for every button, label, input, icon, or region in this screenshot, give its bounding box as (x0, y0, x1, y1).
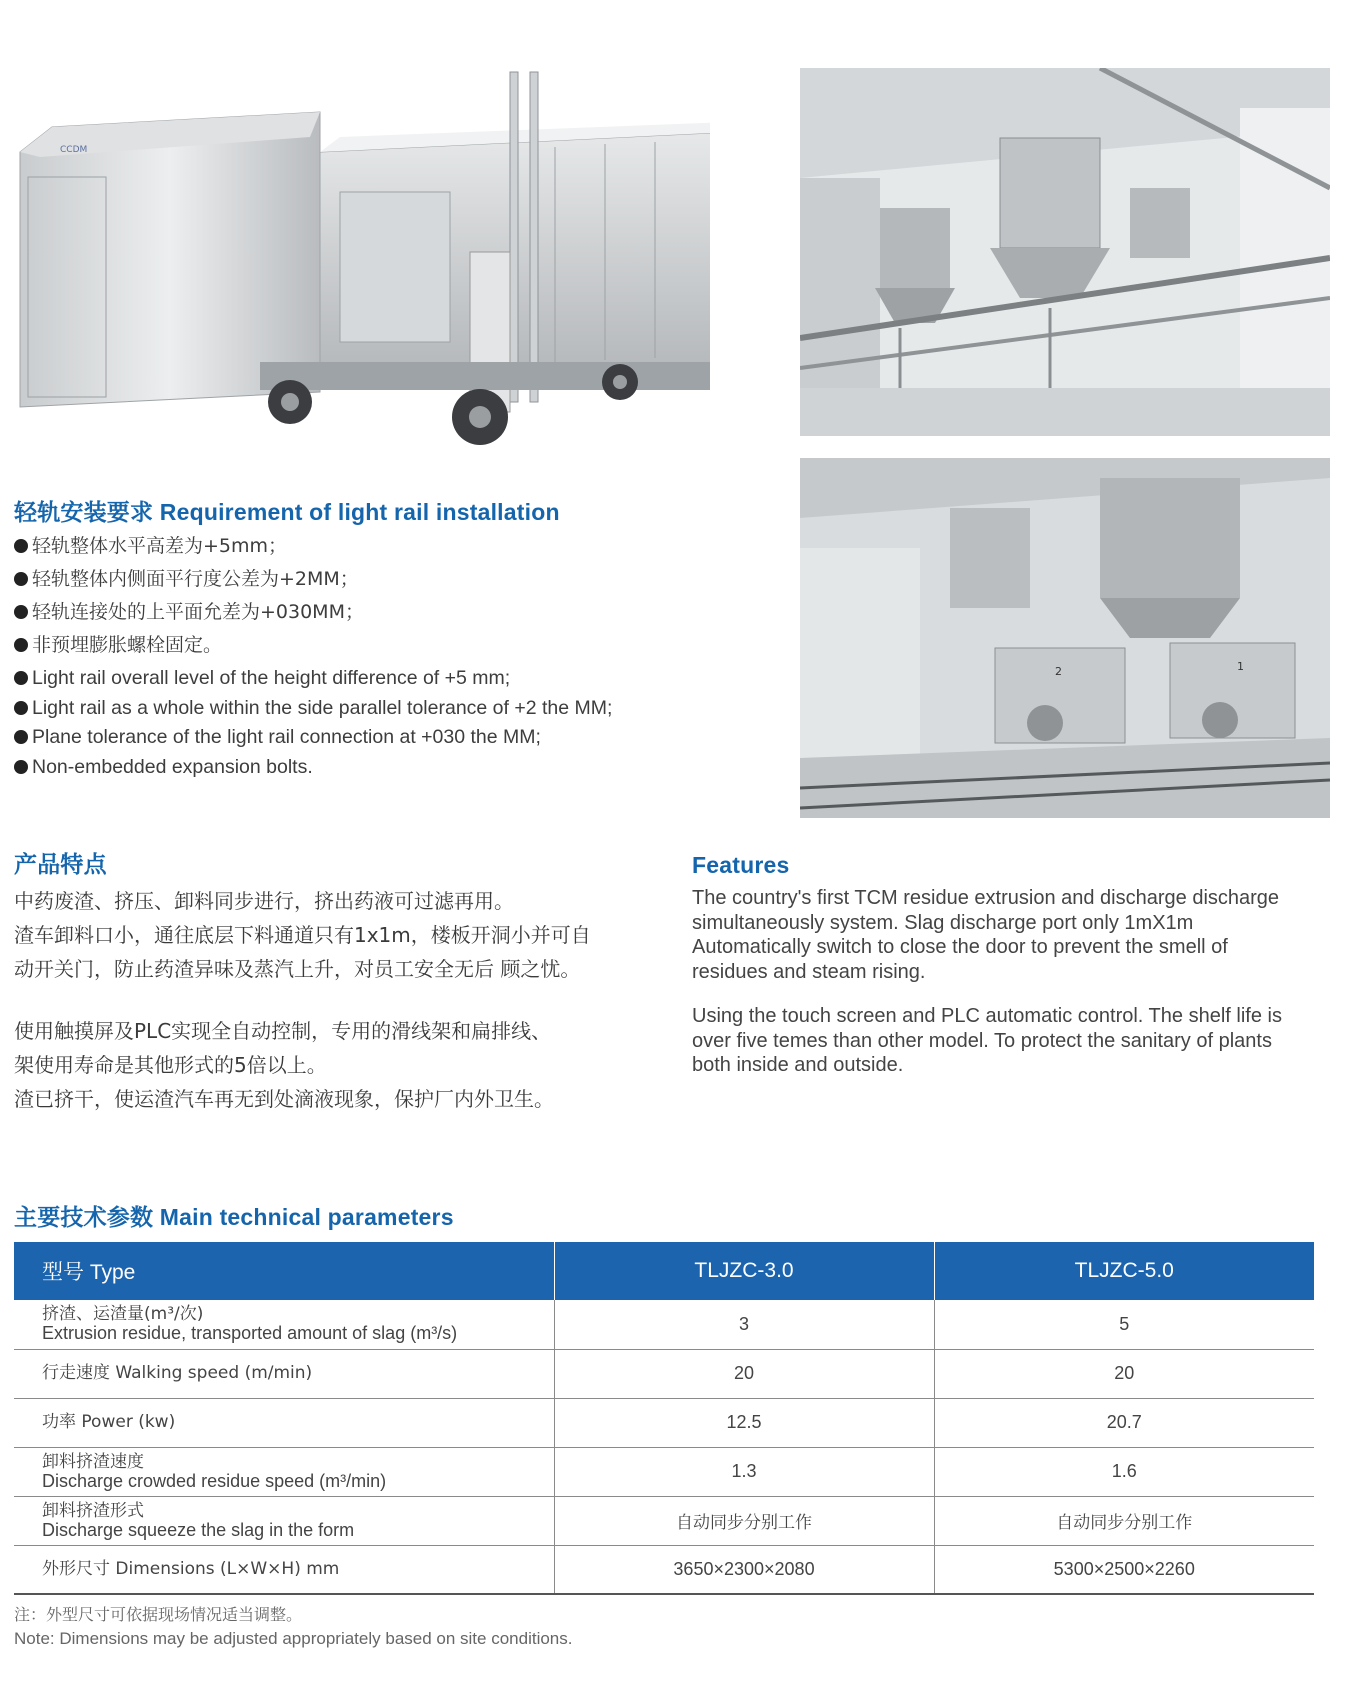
factory-photo-slag-cars (800, 458, 1330, 818)
params-heading (14, 1199, 454, 1232)
list-item: 轻轨整体内侧面平行度公差为+2MM； (14, 563, 714, 596)
rail-heading-en: Requirement of light rail installation (159, 499, 560, 525)
car-number-2: 2 (1055, 665, 1062, 678)
params-table (14, 1242, 1314, 1595)
table-row: 行走速度 Walking speed (m/min) 20 20 (14, 1349, 1314, 1398)
car-number-1: 1 (1237, 660, 1244, 673)
features-heading-en: Features (692, 852, 790, 878)
list-item: 轻轨整体水平高差为+5mm； (14, 530, 714, 563)
list-item: 非预埋膨胀螺栓固定。 (14, 629, 714, 662)
params-heading-en: Main technical parameters (159, 1204, 454, 1230)
features-zh-para1: 中药废渣、挤压、卸料同步进行，挤出药液可过滤再用。 渣车卸料口小，通往底层下料通道只有1x1m，楼板开洞小并可自 动开关门，防止药渣异味及蒸汽上升，对员工安全无后 顾之忧。 (14, 889, 591, 981)
table-row: 功率 Power (kw) 12.5 20.7 (14, 1398, 1314, 1447)
factory-photo-hoppers (800, 68, 1330, 436)
machine-logo: CCDM (60, 145, 88, 155)
params-heading-zh: 主要技术参数 (14, 1205, 154, 1231)
rail-requirements-list (14, 530, 714, 782)
header-model-b: TLJZC-5.0 (934, 1242, 1314, 1300)
rail-heading (14, 494, 560, 527)
table-row: 外形尺寸 Dimensions (L×W×H) mm 3650×2300×2080 5300×2500×2260 (14, 1545, 1314, 1594)
features-en-para1: The country's first TCM residue extrusion and discharge discharge simultaneously system. Slag discharge port only 1mX1m Automatically switch to close the door to prevent the smell of residues and steam rising. (692, 887, 1280, 983)
product-photo-slag-car (10, 62, 710, 452)
bullet-icon (14, 760, 28, 774)
bullet-icon (14, 572, 28, 586)
table-row: 卸料挤渣形式 Discharge squeeze the slag in the form 自动同步分别工作 自动同步分别工作 (14, 1496, 1314, 1545)
features-heading-zh: 产品特点 (14, 852, 107, 878)
bullet-icon (14, 701, 28, 715)
features-en-para2: Using the touch screen and PLC automatic control. The shelf life is over five temes than other model. To protect the sanitary of plants both inside and outside. (692, 1005, 1282, 1076)
list-item: Non-embedded expansion bolts. (14, 753, 714, 783)
bullet-icon (14, 730, 28, 744)
features-zh-para2: 使用触摸屏及PLC实现全自动控制，专用的滑线架和扁排线、 架使用寿命是其他形式的5倍以上。 渣已挤干，使运渣汽车再无到处滴液现象，保护厂内外卫生。 (14, 1019, 554, 1111)
header-type: 型号 Type (14, 1242, 554, 1300)
bullet-icon (14, 671, 28, 685)
rail-heading-zh: 轻轨安装要求 (14, 500, 154, 526)
footnote (14, 1603, 573, 1651)
bullet-icon (14, 539, 28, 553)
table-row: 挤渣、运渣量(m³/次) Extrusion residue, transported amount of slag (m³/s) 3 5 (14, 1300, 1314, 1349)
footnote-en: Note: Dimensions may be adjusted appropriately based on site conditions. (14, 1629, 573, 1648)
bullet-icon (14, 638, 28, 652)
list-item: Light rail as a whole within the side parallel tolerance of +2 the MM; (14, 694, 714, 724)
list-item: 轻轨连接处的上平面允差为+030MM； (14, 596, 714, 629)
table-row: 卸料挤渣速度 Discharge crowded residue speed (m³/min) 1.3 1.6 (14, 1447, 1314, 1496)
table-header-row (14, 1242, 1314, 1300)
list-item: Light rail overall level of the height difference of +5 mm; (14, 664, 714, 694)
header-model-a: TLJZC-3.0 (554, 1242, 934, 1300)
bullet-icon (14, 605, 28, 619)
footnote-zh: 注：外型尺寸可依据现场情况适当调整。 (14, 1605, 303, 1624)
list-item: Plane tolerance of the light rail connection at +030 the MM; (14, 723, 714, 753)
